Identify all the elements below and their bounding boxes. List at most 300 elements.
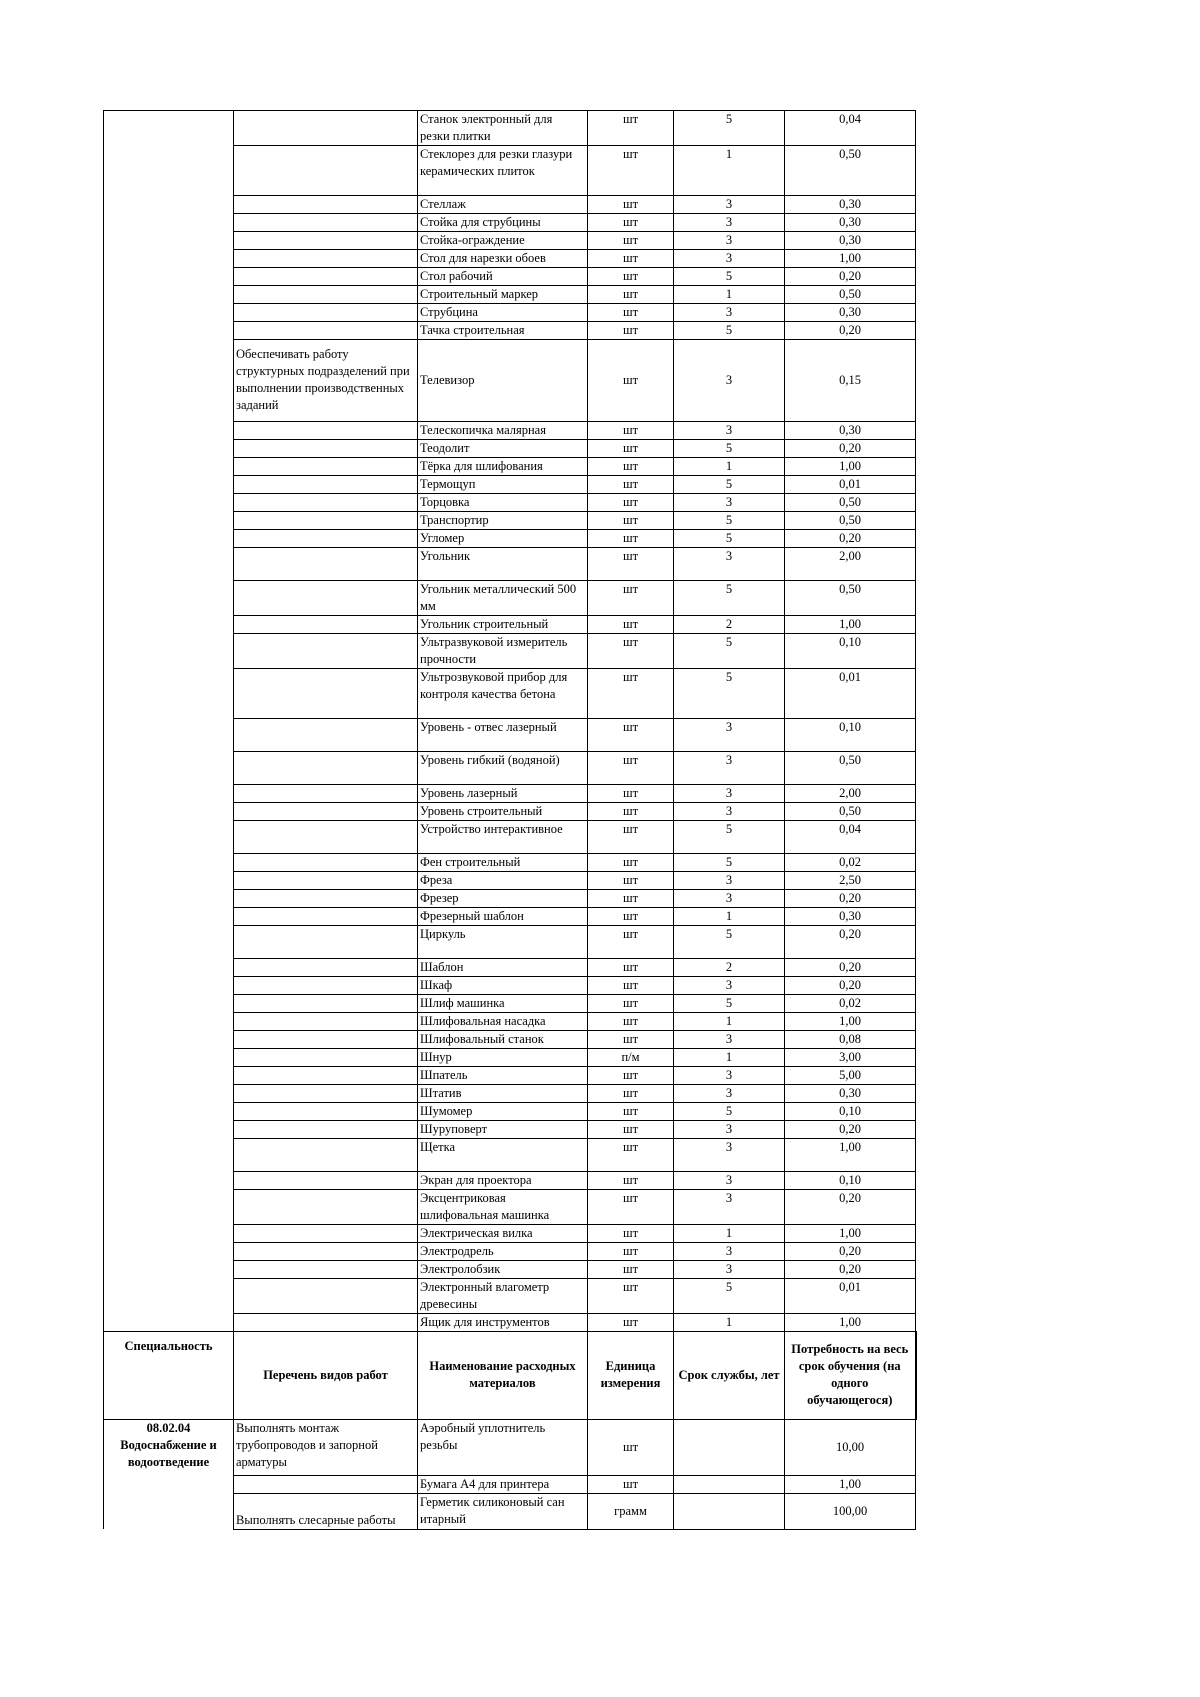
specialty-cell-empty — [104, 581, 234, 616]
table-row — [104, 669, 916, 719]
unit-cell: шт — [588, 1189, 674, 1224]
material-name-cell: Электролобзик — [418, 1260, 588, 1278]
material-name-cell: Ультразвуковой измеритель прочности — [418, 634, 588, 669]
table-row — [104, 303, 916, 321]
service-life-cell: 5 — [674, 994, 785, 1012]
table-row — [104, 494, 916, 512]
need-cell: 0,01 — [785, 1278, 916, 1313]
service-life-cell — [674, 1475, 785, 1493]
unit-cell: шт — [588, 871, 674, 889]
need-cell: 1,00 — [785, 458, 916, 476]
table-row — [104, 422, 916, 440]
specialty-cell-empty — [104, 1120, 234, 1138]
work-type-cell — [234, 871, 418, 889]
unit-cell: шт — [588, 784, 674, 802]
table-row — [104, 1189, 916, 1224]
need-cell: 0,01 — [785, 669, 916, 719]
work-type-cell — [234, 718, 418, 751]
service-life-cell: 5 — [674, 1278, 785, 1313]
need-cell: 10,00 — [785, 1419, 916, 1475]
specialty-cell-empty — [104, 1313, 234, 1331]
specialty-cell-empty — [104, 1066, 234, 1084]
work-type-cell — [234, 958, 418, 976]
material-name-cell: Строительный маркер — [418, 285, 588, 303]
work-type-cell — [234, 889, 418, 907]
unit-cell: шт — [588, 422, 674, 440]
material-name-cell: Шуруповерт — [418, 1120, 588, 1138]
service-life-cell: 5 — [674, 111, 785, 146]
specialty-cell-empty — [104, 820, 234, 853]
table-row — [104, 925, 916, 958]
unit-cell: грамм — [588, 1493, 674, 1529]
material-name-cell: Эксцентриковая шлифовальная машинка — [418, 1189, 588, 1224]
material-name-cell: Герметик силиконовый сан итарный — [418, 1493, 588, 1529]
service-life-cell: 3 — [674, 1066, 785, 1084]
need-cell: 0,30 — [785, 195, 916, 213]
unit-cell: шт — [588, 195, 674, 213]
service-life-cell: 3 — [674, 422, 785, 440]
table-row — [104, 1120, 916, 1138]
service-life-cell: 3 — [674, 213, 785, 231]
work-type-cell — [234, 249, 418, 267]
table-row — [104, 802, 916, 820]
specialty-cell-empty — [104, 303, 234, 321]
unit-cell: шт — [588, 285, 674, 303]
work-type-cell — [234, 321, 418, 339]
need-cell: 0,10 — [785, 718, 916, 751]
material-name-cell: Аэробный уплотнитель резьбы — [418, 1419, 588, 1475]
table-row — [104, 1084, 916, 1102]
work-type-cell — [234, 1242, 418, 1260]
table-row — [104, 548, 916, 581]
materials-table — [103, 110, 917, 1530]
work-type-cell — [234, 994, 418, 1012]
unit-cell: шт — [588, 634, 674, 669]
work-type-cell — [234, 1066, 418, 1084]
material-name-cell: Фрезерный шаблон — [418, 907, 588, 925]
need-cell: 0,30 — [785, 1084, 916, 1102]
specialty-cell-empty — [104, 231, 234, 249]
service-life-cell: 5 — [674, 925, 785, 958]
material-name-cell: Стол для нарезки обоев — [418, 249, 588, 267]
need-cell: 0,02 — [785, 994, 916, 1012]
service-life-cell: 3 — [674, 784, 785, 802]
service-life-cell: 3 — [674, 303, 785, 321]
unit-cell: шт — [588, 581, 674, 616]
specialty-cell-empty — [104, 853, 234, 871]
work-type-cell — [234, 1030, 418, 1048]
service-life-cell: 3 — [674, 1084, 785, 1102]
work-type-cell — [234, 751, 418, 784]
need-cell: 0,20 — [785, 976, 916, 994]
service-life-cell: 3 — [674, 718, 785, 751]
need-cell: 1,00 — [785, 616, 916, 634]
material-name-cell: Шаблон — [418, 958, 588, 976]
unit-cell: шт — [588, 512, 674, 530]
table-row — [104, 321, 916, 339]
table-row — [104, 339, 916, 422]
service-life-cell: 5 — [674, 267, 785, 285]
service-life-cell: 3 — [674, 1189, 785, 1224]
specialty-cell-empty — [104, 958, 234, 976]
unit-cell: шт — [588, 267, 674, 285]
material-name-cell: Электрическая вилка — [418, 1224, 588, 1242]
header-unit: Единица измерения — [588, 1331, 674, 1419]
work-type-cell — [234, 111, 418, 146]
work-type-cell — [234, 581, 418, 616]
table-row — [104, 1313, 916, 1331]
table-row — [104, 1138, 916, 1171]
unit-cell: шт — [588, 1066, 674, 1084]
service-life-cell: 5 — [674, 820, 785, 853]
need-cell: 0,10 — [785, 1102, 916, 1120]
work-type-cell — [234, 976, 418, 994]
table-row — [104, 530, 916, 548]
unit-cell: п/м — [588, 1048, 674, 1066]
unit-cell: шт — [588, 976, 674, 994]
service-life-cell: 3 — [674, 871, 785, 889]
table-row — [104, 1066, 916, 1084]
work-type-cell — [234, 1278, 418, 1313]
service-life-cell: 2 — [674, 958, 785, 976]
service-life-cell: 3 — [674, 889, 785, 907]
service-life-cell: 3 — [674, 249, 785, 267]
material-name-cell: Бумага А4 для принтера — [418, 1475, 588, 1493]
service-life-cell: 1 — [674, 146, 785, 196]
table-row — [104, 1260, 916, 1278]
material-name-cell: Стеклорез для резки глазури керамических плиток — [418, 146, 588, 196]
material-name-cell: Стойка для струбцины — [418, 213, 588, 231]
specialty-cell-empty — [104, 195, 234, 213]
need-cell: 0,20 — [785, 530, 916, 548]
service-life-cell: 3 — [674, 802, 785, 820]
specialty-cell-empty — [104, 146, 234, 196]
material-name-cell: Угольник металлический 500 мм — [418, 581, 588, 616]
service-life-cell — [674, 1493, 785, 1529]
specialty-cell-empty — [104, 669, 234, 719]
table-row — [104, 634, 916, 669]
table-row — [104, 784, 916, 802]
service-life-cell: 3 — [674, 1030, 785, 1048]
service-life-cell: 1 — [674, 907, 785, 925]
work-type-cell — [234, 669, 418, 719]
need-cell: 0,15 — [785, 339, 916, 422]
material-name-cell: Уровень - отвес лазерный — [418, 718, 588, 751]
service-life-cell: 5 — [674, 1102, 785, 1120]
unit-cell: шт — [588, 1242, 674, 1260]
service-life-cell: 3 — [674, 1171, 785, 1189]
work-type-cell — [234, 530, 418, 548]
material-name-cell: Тачка строительная — [418, 321, 588, 339]
work-type-cell: Выполнять слесарные работы — [234, 1493, 418, 1529]
unit-cell: шт — [588, 669, 674, 719]
need-cell: 2,50 — [785, 871, 916, 889]
material-name-cell: Торцовка — [418, 494, 588, 512]
specialty-cell-empty — [104, 267, 234, 285]
material-name-cell: Шкаф — [418, 976, 588, 994]
header-need: Потребность на весь срок обучения (на одного обучающегося) — [785, 1331, 916, 1419]
work-type-cell — [234, 1138, 418, 1171]
need-cell: 0,20 — [785, 267, 916, 285]
work-type-cell: Выполнять монтаж трубопроводов и запорной арматуры — [234, 1419, 418, 1475]
service-life-cell: 5 — [674, 440, 785, 458]
work-type-cell — [234, 494, 418, 512]
work-type-cell — [234, 634, 418, 669]
need-cell: 100,00 — [785, 1493, 916, 1529]
service-life-cell: 1 — [674, 1224, 785, 1242]
work-type-cell — [234, 1189, 418, 1224]
material-name-cell: Струбцина — [418, 303, 588, 321]
specialty-cell-empty — [104, 512, 234, 530]
service-life-cell: 1 — [674, 458, 785, 476]
specialty-cell-empty — [104, 1260, 234, 1278]
table-row — [104, 249, 916, 267]
table-row — [104, 231, 916, 249]
need-cell: 0,01 — [785, 476, 916, 494]
unit-cell: шт — [588, 820, 674, 853]
unit-cell: шт — [588, 1084, 674, 1102]
work-type-cell — [234, 1120, 418, 1138]
unit-cell: шт — [588, 1475, 674, 1493]
service-life-cell: 5 — [674, 321, 785, 339]
material-name-cell: Угольник строительный — [418, 616, 588, 634]
unit-cell: шт — [588, 494, 674, 512]
specialty-cell-empty — [104, 111, 234, 146]
material-name-cell: Уровень лазерный — [418, 784, 588, 802]
service-life-cell: 1 — [674, 1048, 785, 1066]
table-row — [104, 820, 916, 853]
service-life-cell: 3 — [674, 1242, 785, 1260]
material-name-cell: Стол рабочий — [418, 267, 588, 285]
need-cell: 0,20 — [785, 440, 916, 458]
unit-cell: шт — [588, 1171, 674, 1189]
unit-cell: шт — [588, 458, 674, 476]
material-name-cell: Теодолит — [418, 440, 588, 458]
unit-cell: шт — [588, 548, 674, 581]
work-type-cell — [234, 195, 418, 213]
need-cell: 0,20 — [785, 958, 916, 976]
specialty-cell-empty — [104, 1242, 234, 1260]
unit-cell: шт — [588, 889, 674, 907]
unit-cell: шт — [588, 1138, 674, 1171]
specialty-cell-empty — [104, 1030, 234, 1048]
material-name-cell: Электронный влагометр древесины — [418, 1278, 588, 1313]
material-name-cell: Термощуп — [418, 476, 588, 494]
specialty-cell-empty — [104, 285, 234, 303]
service-life-cell: 3 — [674, 339, 785, 422]
need-cell: 1,00 — [785, 1138, 916, 1171]
work-type-cell — [234, 548, 418, 581]
material-name-cell: Шумомер — [418, 1102, 588, 1120]
work-type-cell — [234, 146, 418, 196]
need-cell: 0,30 — [785, 213, 916, 231]
table-row — [104, 581, 916, 616]
specialty-cell-empty — [104, 871, 234, 889]
need-cell: 0,08 — [785, 1030, 916, 1048]
service-life-cell: 5 — [674, 634, 785, 669]
work-type-cell — [234, 1171, 418, 1189]
material-name-cell: Стойка-ограждение — [418, 231, 588, 249]
service-life-cell: 5 — [674, 581, 785, 616]
work-type-cell — [234, 853, 418, 871]
need-cell: 0,02 — [785, 853, 916, 871]
table-row — [104, 1102, 916, 1120]
specialty-cell: 08.02.04 Водоснабжение и водоотведение — [104, 1419, 234, 1529]
unit-cell: шт — [588, 958, 674, 976]
work-type-cell — [234, 213, 418, 231]
table-row — [104, 853, 916, 871]
need-cell: 3,00 — [785, 1048, 916, 1066]
unit-cell: шт — [588, 802, 674, 820]
service-life-cell: 1 — [674, 1012, 785, 1030]
material-name-cell: Шпатель — [418, 1066, 588, 1084]
need-cell: 0,50 — [785, 285, 916, 303]
need-cell: 1,00 — [785, 249, 916, 267]
material-name-cell: Фен строительный — [418, 853, 588, 871]
service-life-cell: 3 — [674, 751, 785, 784]
need-cell: 0,04 — [785, 820, 916, 853]
material-name-cell: Транспортир — [418, 512, 588, 530]
specialty-cell-empty — [104, 1048, 234, 1066]
unit-cell: шт — [588, 1419, 674, 1475]
material-name-cell: Устройство интерактивное — [418, 820, 588, 853]
material-name-cell: Фреза — [418, 871, 588, 889]
material-name-cell: Фрезер — [418, 889, 588, 907]
need-cell: 1,00 — [785, 1012, 916, 1030]
service-life-cell: 3 — [674, 494, 785, 512]
work-type-cell — [234, 476, 418, 494]
work-type-cell — [234, 1084, 418, 1102]
unit-cell: шт — [588, 321, 674, 339]
specialty-cell-empty — [104, 1189, 234, 1224]
table-row — [104, 1048, 916, 1066]
need-cell: 0,20 — [785, 1189, 916, 1224]
material-name-cell: Шлифовальный станок — [418, 1030, 588, 1048]
specialty-cell-empty — [104, 1138, 234, 1171]
work-type-cell — [234, 512, 418, 530]
service-life-cell: 3 — [674, 1138, 785, 1171]
service-life-cell: 1 — [674, 1313, 785, 1331]
specialty-cell-empty — [104, 634, 234, 669]
need-cell: 0,20 — [785, 1260, 916, 1278]
table-row — [104, 976, 916, 994]
table-row — [104, 458, 916, 476]
unit-cell: шт — [588, 146, 674, 196]
specialty-cell-empty — [104, 1084, 234, 1102]
specialty-cell-empty — [104, 751, 234, 784]
specialty-cell-empty — [104, 1278, 234, 1313]
work-type-cell — [234, 907, 418, 925]
table-row — [104, 440, 916, 458]
material-name-cell: Станок электронный для резки плитки — [418, 111, 588, 146]
header-service-life: Срок службы, лет — [674, 1331, 785, 1419]
material-name-cell: Телескопичка малярная — [418, 422, 588, 440]
service-life-cell: 1 — [674, 285, 785, 303]
table-row — [104, 1224, 916, 1242]
unit-cell: шт — [588, 1224, 674, 1242]
specialty-cell-empty — [104, 249, 234, 267]
material-name-cell: Уровень гибкий (водяной) — [418, 751, 588, 784]
table-row — [104, 213, 916, 231]
work-type-cell — [234, 440, 418, 458]
specialty-cell-empty — [104, 1102, 234, 1120]
unit-cell: шт — [588, 1313, 674, 1331]
table-row — [104, 718, 916, 751]
unit-cell: шт — [588, 339, 674, 422]
table-row — [104, 146, 916, 196]
material-name-cell: Электродрель — [418, 1242, 588, 1260]
service-life-cell: 5 — [674, 476, 785, 494]
need-cell: 0,30 — [785, 231, 916, 249]
need-cell: 0,10 — [785, 1171, 916, 1189]
unit-cell: шт — [588, 994, 674, 1012]
service-life-cell: 3 — [674, 1260, 785, 1278]
need-cell: 1,00 — [785, 1224, 916, 1242]
work-type-cell — [234, 231, 418, 249]
material-name-cell: Ящик для инструментов — [418, 1313, 588, 1331]
table-row — [104, 1030, 916, 1048]
unit-cell: шт — [588, 616, 674, 634]
table-row — [104, 1278, 916, 1313]
unit-cell: шт — [588, 1102, 674, 1120]
unit-cell: шт — [588, 249, 674, 267]
work-type-cell — [234, 303, 418, 321]
work-type-cell — [234, 925, 418, 958]
table-row — [104, 889, 916, 907]
work-type-cell — [234, 1102, 418, 1120]
unit-cell: шт — [588, 111, 674, 146]
specialty-cell-empty — [104, 616, 234, 634]
specialty-cell-empty — [104, 976, 234, 994]
material-name-cell: Шлиф машинка — [418, 994, 588, 1012]
specialty-cell-empty — [104, 907, 234, 925]
need-cell: 0,50 — [785, 802, 916, 820]
need-cell: 0,50 — [785, 751, 916, 784]
need-cell: 0,20 — [785, 889, 916, 907]
need-cell: 0,20 — [785, 321, 916, 339]
table-row — [104, 871, 916, 889]
material-name-cell: Шлифовальная насадка — [418, 1012, 588, 1030]
need-cell: 0,10 — [785, 634, 916, 669]
work-type-cell — [234, 1048, 418, 1066]
unit-cell: шт — [588, 718, 674, 751]
specialty-cell-empty — [104, 718, 234, 751]
service-life-cell: 5 — [674, 530, 785, 548]
need-cell: 0,50 — [785, 512, 916, 530]
need-cell: 0,30 — [785, 907, 916, 925]
work-type-cell — [234, 784, 418, 802]
material-name-cell: Стеллаж — [418, 195, 588, 213]
specialty-cell-empty — [104, 1171, 234, 1189]
work-type-cell — [234, 616, 418, 634]
need-cell: 0,20 — [785, 925, 916, 958]
specialty-cell-empty — [104, 494, 234, 512]
unit-cell: шт — [588, 440, 674, 458]
table-row — [104, 1419, 916, 1475]
table-row — [104, 994, 916, 1012]
need-cell: 0,04 — [785, 111, 916, 146]
work-type-cell — [234, 422, 418, 440]
service-life-cell: 2 — [674, 616, 785, 634]
table-row — [104, 1012, 916, 1030]
unit-cell: шт — [588, 1278, 674, 1313]
specialty-cell-empty — [104, 1224, 234, 1242]
work-type-cell — [234, 1012, 418, 1030]
service-life-cell: 3 — [674, 1120, 785, 1138]
work-type-cell — [234, 820, 418, 853]
need-cell: 0,50 — [785, 581, 916, 616]
material-name-cell: Шнур — [418, 1048, 588, 1066]
